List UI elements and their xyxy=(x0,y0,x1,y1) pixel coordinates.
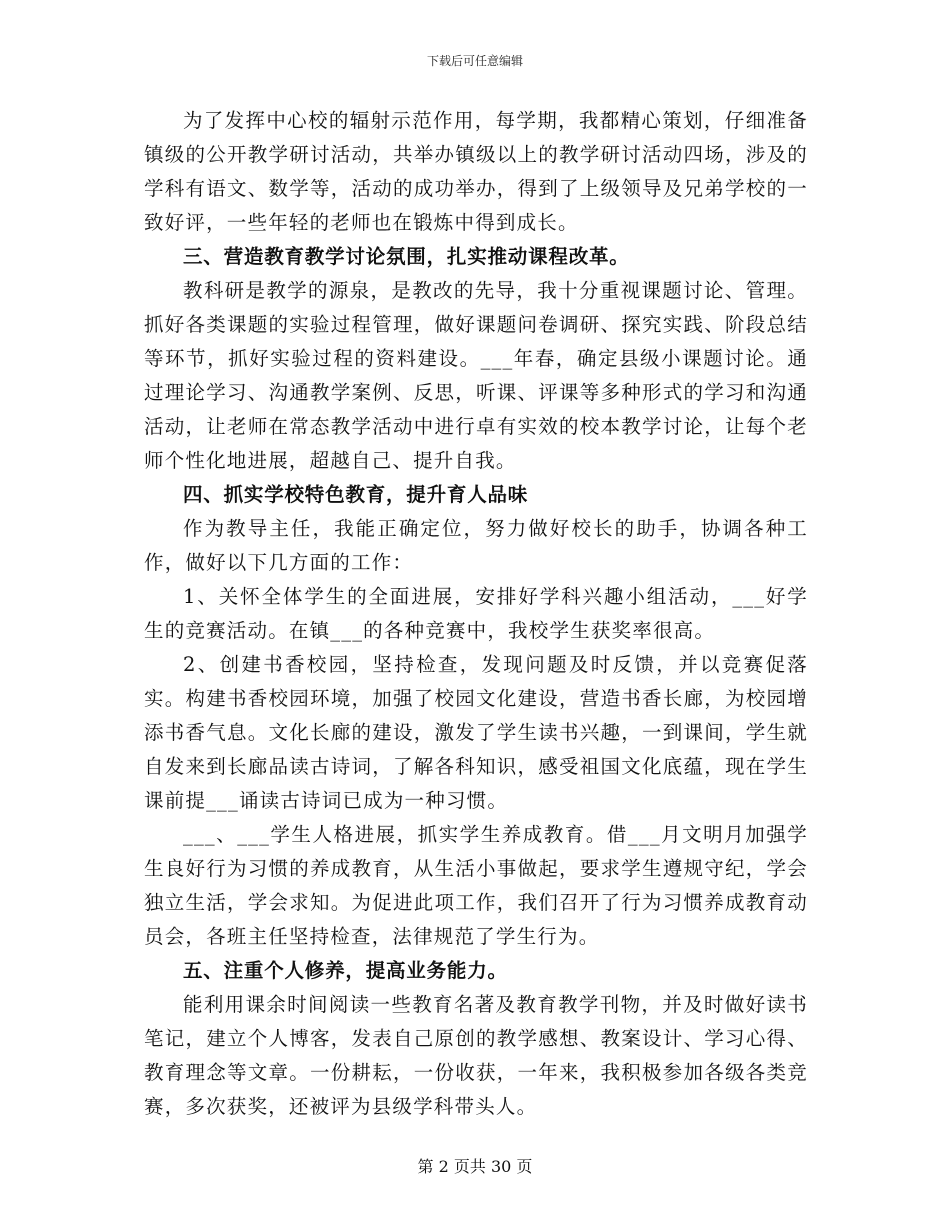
paragraph-item-3: ___、___学生人格进展，抓实学生养成教育。借___月文明月加强学生良好行为习惯的养成教育，从生活小事做起，要求学生遵规守纪，学会独立生活，学会求知。为促进此项工作，我们召开了行为习惯养成教育动员会，各班主任坚持检查，法律规范了学生行为。 xyxy=(144,823,808,948)
section-heading-3: 三、营造教育教学讨论氛围，扎实推动课程改革。 xyxy=(183,245,630,268)
paragraph-item-1: 1、关怀全体学生的全面进展，安排好学科兴趣小组活动，___好学生的竞赛活动。在镇___的各种竞赛中，我校学生获奖率很高。 xyxy=(144,585,808,642)
document-body xyxy=(144,104,808,1124)
paragraph-self-improvement: 能利用课余时间阅读一些教育名著及教育教学刊物，并及时做好读书笔记，建立个人博客，发表自己原创的教学感想、教案设计、学习心得、教育理念等文章。一份耕耘，一份收获，一年来，我积极参加各级各类竞赛，多次获奖，还被评为县级学科带头人。 xyxy=(144,993,808,1118)
section-heading-5: 五、注重个人修养，提高业务能力。 xyxy=(183,959,508,982)
page-number: 第 2 页共 30 页 xyxy=(417,1157,533,1176)
paragraph-item-2: 2、创建书香校园，坚持检查，发现问题及时反馈，并以竞赛促落实。构建书香校园环境，加强了校园文化建设，营造书香长廊，为校园增添书香气息。文化长廊的建设，激发了学生读书兴趣，一到课间，学生就自发来到长廊品读古诗词，了解各科知识，感受祖国文化底蕴，现在学生课前提___诵读古诗词已成为一种习惯。 xyxy=(144,653,808,812)
paragraph-research: 教科研是教学的源泉，是教改的先导，我十分重视课题讨论、管理。抓好各类课题的实验过程管理，做好课题问卷调研、探究实践、阶段总结等环节，抓好实验过程的资料建设。___年春，确定县级小课题讨论。通过理论学习、沟通教学案例、反思，听课、评课等多种形式的学习和沟通活动，让老师在常态教学活动中进行卓有实效的校本教学讨论，让每个老师个性化地进展，超越自己、提升自我。 xyxy=(144,279,808,472)
page-header-note: 下载后可任意编辑 xyxy=(426,54,523,68)
paragraph-role: 作为教导主任，我能正确定位，努力做好校长的助手，协调各种工作，做好以下几方面的工作： xyxy=(144,517,808,574)
paragraph-teaching-activities: 为了发挥中心校的辐射示范作用，每学期，我都精心策划，仔细准备镇级的公开教学研讨活动，共举办镇级以上的教学研讨活动四场，涉及的学科有语文、数学等，活动的成功举办，得到了上级领导及兄弟学校的一致好评，一些年轻的老师也在锻炼中得到成长。 xyxy=(144,109,808,234)
section-heading-4: 四、抓实学校特色教育，提升育人品味 xyxy=(183,483,529,506)
